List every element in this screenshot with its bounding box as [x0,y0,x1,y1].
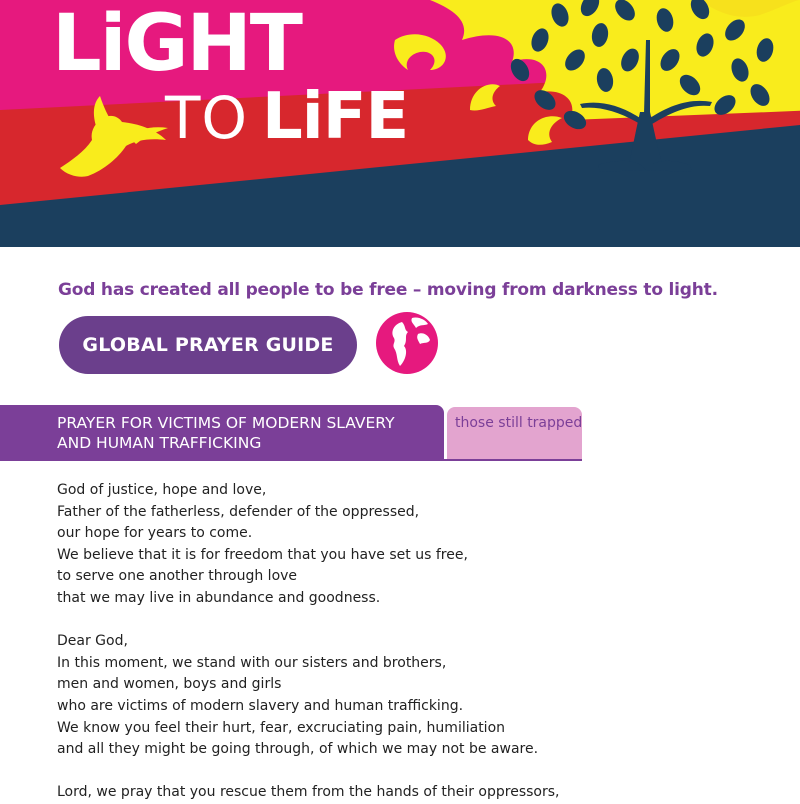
prayer-line: to serve one another through love [57,568,298,585]
logo-line-2a: TO [165,84,249,152]
paragraph-2 [57,631,757,761]
logo-line-2b: LiFE [262,80,409,154]
prayer-text [57,480,757,804]
prayer-title-line-1: PRAYER FOR VICTIMS OF MODERN SLAVERY [57,414,395,432]
global-prayer-guide-button[interactable]: GLOBAL PRAYER GUIDE [59,316,357,374]
paragraph-1 [57,480,757,610]
prayer-line: In this moment, we stand with our sisters and brothers, [57,654,447,671]
paragraph-gap [57,610,757,632]
globe-icon [374,310,440,376]
prayer-line: We know you feel their hurt, fear, excruciating pain, humiliation [57,719,506,736]
prayer-line: and all they might be going through, of which we may not be aware. [57,741,539,758]
prayer-line: Dear God, [57,633,128,650]
hero-banner [0,0,800,247]
prayer-line: We believe that it is for freedom that you have set us free, [57,546,468,563]
paragraph-3 [57,782,757,804]
prayer-line: our hope for years to come. [57,525,253,542]
prayer-line: who are victims of modern slavery and human trafficking. [57,697,464,714]
tagline: God has created all people to be free – moving from darkness to light. [58,280,718,300]
prayer-line: men and women, boys and girls [57,676,282,693]
tab-divider [0,459,582,461]
hero-illustration [0,0,800,247]
tab-those-still-trapped[interactable]: those still trapped [447,407,582,460]
prayer-title-line-2: AND HUMAN TRAFFICKING [57,434,262,452]
prayer-line: God of justice, hope and love, [57,482,267,498]
prayer-title-tab[interactable] [0,405,444,460]
logo-line-1: LiGHT [52,0,301,89]
prayer-line: Father of the fatherless, defender of the oppressed, [57,503,420,520]
prayer-line: that we may live in abundance and goodness. [57,589,381,606]
paragraph-gap [57,761,757,783]
prayer-line: Lord, we pray that you rescue them from the hands of their oppressors, [57,784,560,801]
